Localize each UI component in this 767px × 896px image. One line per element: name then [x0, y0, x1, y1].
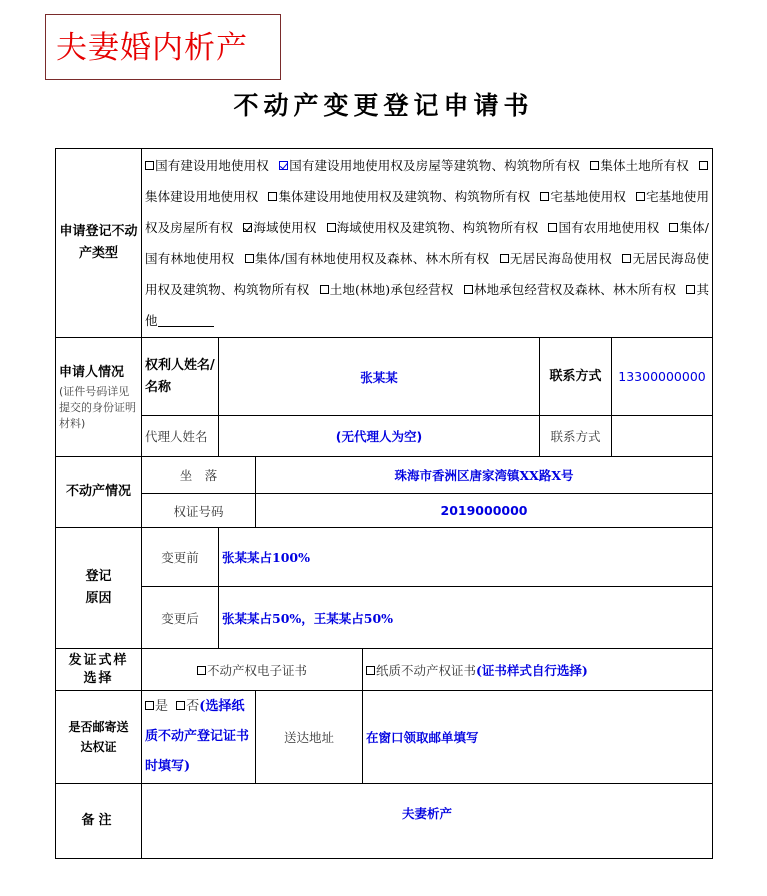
agent-label: 代理人姓名: [145, 429, 208, 444]
type-row: [56, 149, 713, 338]
location-row: [56, 457, 713, 494]
before-label-cell: [142, 528, 219, 587]
type-option-label: 土地(林地)承包经营权: [329, 282, 454, 297]
agent-label-cell: [142, 416, 219, 457]
remarks-row: [56, 784, 713, 859]
cert-electronic-label: 不动产权电子证书: [206, 662, 307, 678]
cert-style-label-line2: 选择: [83, 670, 114, 686]
property-label-cell: [56, 457, 142, 528]
type-option-label: 集体建设用地使用权及建筑物、构筑物所有权: [278, 189, 531, 204]
applicant-label: 申请人情况: [59, 365, 125, 380]
remarks-label-cell: [56, 784, 142, 859]
cert-electronic-cell[interactable]: [142, 649, 363, 691]
holder-label: 权利人姓名/名称: [145, 357, 215, 395]
type-option-checkbox[interactable]: [636, 192, 645, 201]
address-value-cell[interactable]: [363, 691, 713, 784]
type-option-label: 海域使用权及建筑物、构筑物所有权: [336, 220, 539, 235]
type-option-label: 无居民海岛使用权及建筑物、构筑物所有权: [145, 251, 709, 297]
cert-paper-cell[interactable]: [363, 649, 713, 691]
cert-style-label-line1: 发证式样: [68, 652, 129, 668]
agent-contact-value-cell[interactable]: [612, 416, 713, 457]
type-option-label: 国有建设用地使用权: [155, 158, 269, 173]
agent-value: (无代理人为空): [335, 429, 423, 444]
type-option-label: 海域使用权: [253, 220, 317, 235]
mail-note: (选择纸质不动产登记证书时填写): [145, 699, 250, 774]
stamp-box: [45, 14, 281, 80]
type-option-checkbox[interactable]: [245, 254, 254, 263]
cert-style-note: (证书样式自行选择): [476, 662, 588, 678]
mail-no-checkbox[interactable]: [176, 701, 185, 710]
type-option-label: 宅基地使用权: [550, 189, 626, 204]
page-title: 不动产变更登记申请书: [233, 91, 534, 120]
agent-row: [56, 416, 713, 457]
location-label: 坐 落: [179, 468, 218, 483]
remarks-label: 备注: [81, 813, 116, 828]
type-option-checkbox[interactable]: [590, 161, 599, 170]
after-row: [56, 587, 713, 649]
type-option-label: 无居民海岛使用权: [509, 251, 613, 266]
type-option[interactable]: [145, 158, 269, 173]
type-option[interactable]: [327, 220, 539, 235]
type-option-label: 集体建设用地使用权: [145, 189, 259, 204]
mail-label-line2: 达权证: [80, 740, 117, 754]
type-option-checkbox[interactable]: [327, 223, 336, 232]
after-label: 变更后: [161, 610, 199, 626]
before-row: [56, 528, 713, 587]
type-option-label: 集体土地所有权: [600, 158, 689, 173]
mail-yes-checkbox[interactable]: [145, 701, 154, 710]
cert-paper-label: 纸质不动产权证书: [376, 662, 477, 678]
after-value: 张某某占50%，王某某占50%: [222, 610, 394, 626]
before-value: 张某某占100%: [222, 550, 310, 565]
address-value: 在窗口领取邮单填写: [366, 730, 479, 745]
type-option-checkbox[interactable]: [540, 192, 549, 201]
type-option[interactable]: [320, 282, 454, 297]
applicant-label-cell: [56, 338, 142, 457]
agent-contact-label-cell: [540, 416, 612, 457]
stamp-text: 夫妻婚内析产: [56, 30, 248, 66]
contact-label-cell: [540, 338, 612, 416]
type-option[interactable]: [268, 189, 530, 204]
reason-label-line1: 登记: [85, 569, 112, 584]
type-option-checkbox[interactable]: [464, 285, 473, 294]
other-blank-line[interactable]: [158, 314, 214, 327]
type-option-checkbox[interactable]: [699, 161, 708, 170]
type-option-label: 国有建设用地使用权及房屋等建筑物、构筑物所有权: [289, 158, 581, 173]
remarks-value: 夫妻析产: [402, 806, 453, 821]
applicant-note: (证件号码详见提交的身份证明材料): [59, 385, 136, 430]
holder-name: 张某某: [360, 369, 398, 385]
type-option[interactable]: [464, 282, 677, 297]
type-option[interactable]: [245, 251, 490, 266]
before-value-cell[interactable]: [219, 528, 713, 587]
cert-style-label-cell: [56, 649, 142, 691]
after-label-cell: [142, 587, 219, 649]
type-label-cell: [56, 149, 142, 338]
type-option-checkbox[interactable]: [320, 285, 329, 294]
application-form-table: [55, 148, 713, 859]
mail-yes-label: 是: [155, 699, 169, 714]
type-option-checkbox[interactable]: [622, 254, 631, 263]
reason-label-cell: [56, 528, 142, 649]
holder-label-cell: [142, 338, 219, 416]
type-option-checkbox[interactable]: [279, 161, 288, 170]
type-option[interactable]: [540, 189, 626, 204]
reason-label-line2: 原因: [85, 591, 112, 606]
type-option[interactable]: [243, 220, 316, 235]
location-value: 珠海市香洲区唐家湾镇XX路X号: [394, 468, 574, 483]
cert-paper-checkbox[interactable]: [366, 666, 375, 675]
type-option[interactable]: [279, 158, 580, 173]
contact-value-cell[interactable]: [612, 338, 713, 416]
cert-value-cell[interactable]: [256, 494, 713, 528]
cert-label: 权证号码: [173, 503, 224, 519]
type-option-label: 林地承包经营权及森林、林木所有权: [473, 282, 677, 297]
type-option-checkbox[interactable]: [500, 254, 509, 263]
type-option-label: 国有农用地使用权: [558, 220, 660, 235]
address-label: 送达地址: [283, 730, 334, 745]
type-options: [142, 149, 713, 338]
before-label: 变更前: [161, 550, 199, 565]
after-value-cell[interactable]: [219, 587, 713, 649]
remarks-value-cell[interactable]: [142, 784, 713, 859]
location-label-cell: [142, 457, 256, 494]
type-option[interactable]: [500, 251, 612, 266]
mail-label-line1: 是否邮寄送: [68, 720, 129, 734]
holder-row: [56, 338, 713, 416]
cert-value: 2019000000: [440, 503, 528, 518]
type-option-checkbox[interactable]: [243, 223, 252, 232]
cert-electronic-checkbox[interactable]: [197, 666, 206, 675]
cert-label-cell: [142, 494, 256, 528]
type-option-checkbox[interactable]: [548, 223, 557, 232]
type-option-checkbox[interactable]: [145, 161, 154, 170]
type-option[interactable]: [548, 220, 659, 235]
mail-options-cell: [142, 691, 256, 784]
type-label: 申请登记不动产类型: [59, 224, 138, 261]
type-option-checkbox[interactable]: [686, 285, 695, 294]
type-option-label: 集体/国有林地使用权及森林、林木所有权: [254, 251, 490, 266]
agent-contact-label: 联系方式: [550, 429, 601, 444]
cert-style-row: [56, 649, 713, 691]
mail-no-label: 否: [186, 699, 200, 714]
type-option-label: 其他: [145, 282, 709, 328]
location-value-cell[interactable]: [256, 457, 713, 494]
mail-row: [56, 691, 713, 784]
mail-label-cell: [56, 691, 142, 784]
agent-value-cell[interactable]: [219, 416, 540, 457]
type-option-label: 宅基地使用权及房屋所有权: [145, 189, 709, 235]
property-label: 不动产情况: [65, 484, 131, 499]
contact-label: 联系方式: [549, 368, 602, 384]
address-label-cell: [256, 691, 363, 784]
type-option[interactable]: [590, 158, 689, 173]
type-option-checkbox[interactable]: [669, 223, 678, 232]
type-option-checkbox[interactable]: [268, 192, 277, 201]
contact-value: 13300000000: [618, 369, 706, 384]
cert-number-row: [56, 494, 713, 528]
holder-value-cell[interactable]: [219, 338, 540, 416]
type-option-label: 集体/国有林地使用权: [145, 220, 709, 266]
